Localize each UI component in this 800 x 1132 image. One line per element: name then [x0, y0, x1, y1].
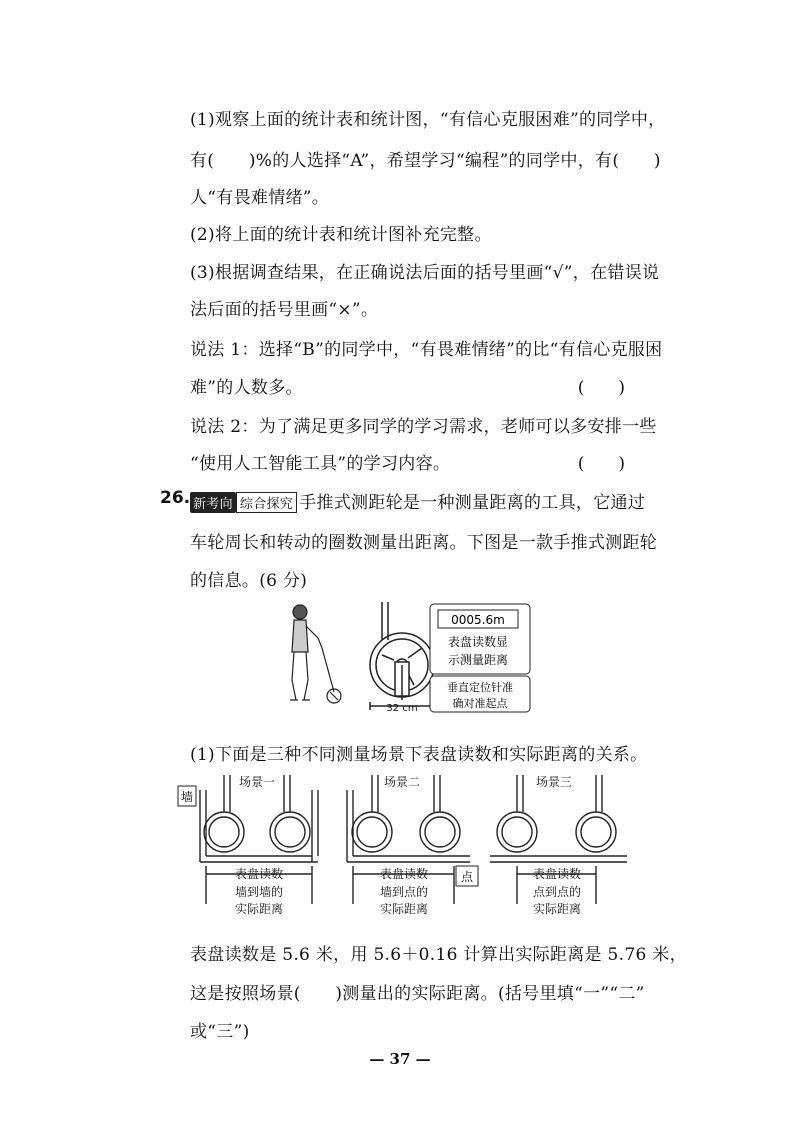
scenes-figure [172, 770, 632, 925]
tag-new: 新考向 [190, 492, 236, 513]
measuring-wheel-figure [282, 600, 537, 715]
scene1-label-2: 墙到墙的 [234, 885, 284, 899]
q25-p3-line2: 法后面的括号里画“×”。 [190, 300, 379, 320]
scene1-label-3: 实际距离 [234, 902, 284, 916]
scene1-label-1: 表盘读数 [234, 867, 284, 881]
q26-calc-line2: 这是按照场景( )测量出的实际距离。(括号里填“一”“二” [190, 984, 645, 1004]
q26-intro-line3: 的信息。(6 分) [190, 571, 308, 591]
scene3-label-3: 实际距离 [532, 902, 582, 916]
statement2-answer-paren: ( ) [577, 454, 625, 474]
q25-statement1-line1: 说法 1：选择“B”的同学中，“有畏难情绪”的比“有信心克服困 [190, 340, 663, 360]
scene2-title: 场景二 [383, 775, 421, 789]
tag-type: 综合探究 [236, 492, 297, 513]
person-pushing-wheel-illustration [290, 605, 341, 703]
display-reading: 0005.6m [451, 613, 505, 627]
q26-calc-line3: 或“三”) [190, 1022, 250, 1042]
display-caption-2: 示测量距离 [447, 653, 509, 667]
pin-caption-1: 垂直定位针准 [447, 681, 513, 694]
scene3-title: 场景三 [535, 775, 573, 789]
scene2-label-1: 表盘读数 [379, 867, 429, 881]
scene3-label-1: 表盘读数 [532, 867, 582, 881]
wheel-detail-illustration [370, 602, 434, 710]
q26-calc-line1: 表盘读数是 5.6 米，用 5.6＋0.16 计算出实际距离是 5.76 米， [190, 945, 687, 965]
statement1-answer-paren: ( ) [577, 378, 625, 398]
page-number: — 37 — [369, 1050, 431, 1068]
q26-intro-line1 [190, 488, 645, 513]
q25-p1-line3: 人“有畏难情绪”。 [190, 188, 330, 208]
q25-p1-line2: 有( )%的人选择“A”，希望学习“编程”的同学中，有( ) [190, 151, 661, 171]
q26-intro-line2: 车轮周长和转动的圈数测量出距离。下图是一款手推式测距轮 [190, 533, 658, 553]
q26-part1-text: (1)下面是三种不同测量场景下表盘读数和实际距离的关系。 [190, 745, 648, 765]
q25-statement2-line2: “使用人工智能工具”的学习内容。 [190, 454, 451, 474]
q25-p3-line1: (3)根据调查结果，在正确说法后面的括号里画“√”，在错误说 [190, 263, 660, 283]
q25-p1-line1: (1)观察上面的统计表和统计图，“有信心克服困难”的同学中， [190, 110, 666, 130]
q25-statement2-line1: 说法 2：为了满足更多同学的学习需求，老师可以多安排一些 [190, 417, 657, 437]
scene3-label-2: 点到点的 [532, 885, 582, 899]
scene2-label-3: 实际距离 [379, 902, 429, 916]
question-number: 26. [160, 488, 191, 508]
wall-marker: 墙 [180, 790, 194, 804]
q25-statement1-line2: 难”的人数多。 [190, 378, 303, 398]
display-caption-1: 表盘读数显 [447, 635, 509, 649]
point-marker: 点 [460, 870, 474, 884]
q25-p2: (2)将上面的统计表和统计图补充完整。 [190, 225, 492, 245]
scene1-title: 场景一 [238, 775, 276, 789]
scene2-label-2: 墙到点的 [379, 885, 429, 899]
diameter-label: 32 cm [386, 703, 418, 714]
pin-caption-2: 确对准起点 [452, 697, 508, 710]
q26-intro-text: 手推式测距轮是一种测量距离的工具，它通过 [299, 493, 646, 513]
